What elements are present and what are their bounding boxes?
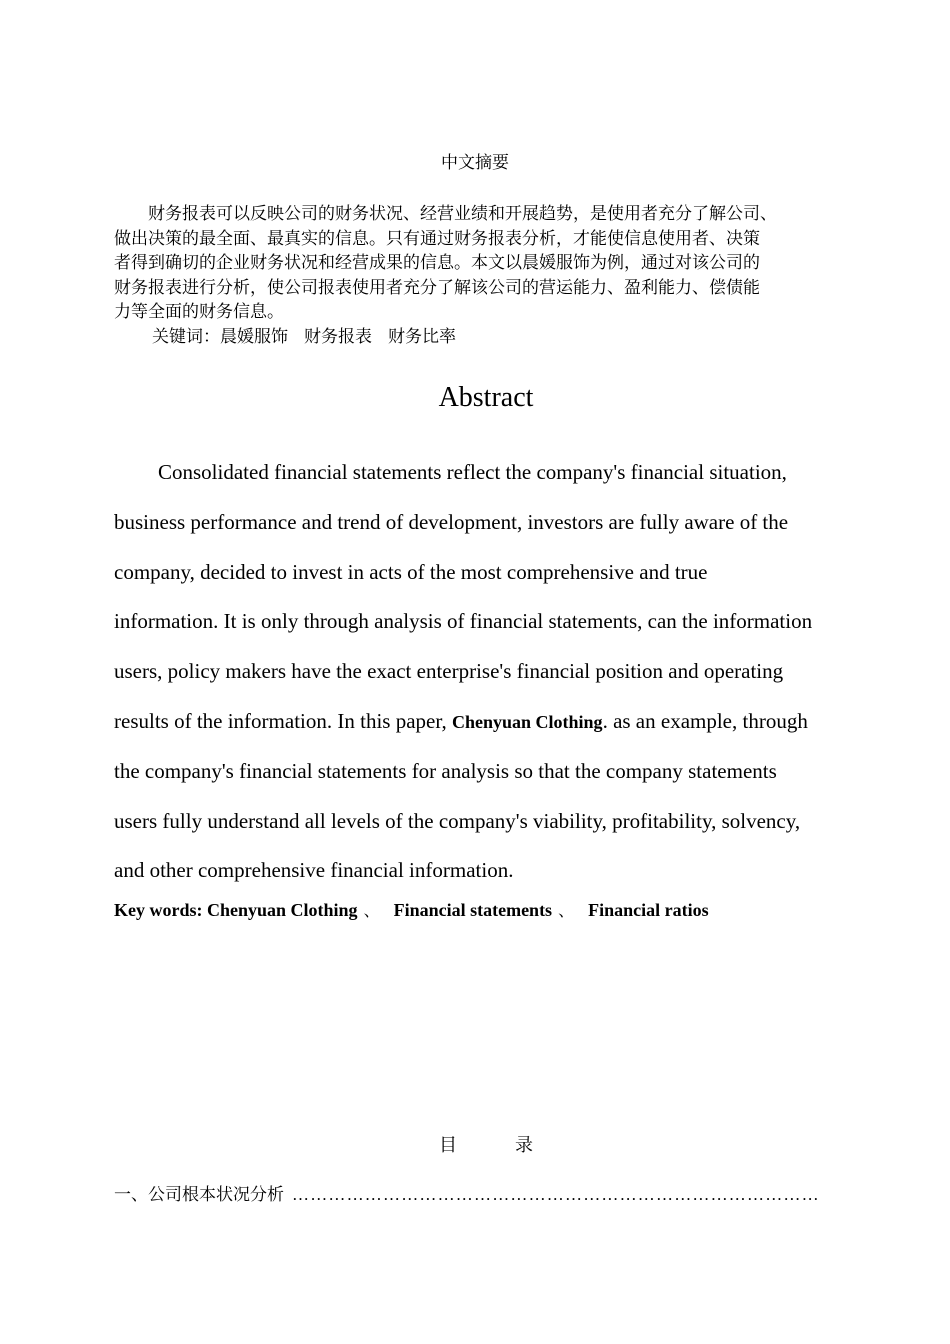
english-abstract-line: the company's financial statements for analysis so that the company statements (114, 758, 777, 783)
english-abstract-line: company, decided to invest in acts of the most comprehensive and true (114, 559, 708, 584)
english-keywords (114, 897, 709, 924)
english-abstract-line: and other comprehensive financial information. (114, 858, 514, 883)
english-keywords-label: Key words: (114, 900, 207, 920)
keyword-separator: 、 (558, 901, 575, 920)
line-text: . as an example, through (602, 708, 808, 733)
chinese-keyword: 财务报表 (304, 327, 372, 347)
english-keyword: Financial statements (393, 900, 553, 920)
chinese-abstract-title: 中文摘要 (441, 153, 509, 173)
chinese-keyword: 晨媛服饰 (220, 327, 288, 347)
chinese-abstract-line: 财务报表可以反映公司的财务状况、经营业绩和开展趋势，是使用者充分了解公司、 (114, 204, 777, 224)
chinese-abstract-line: 力等全面的财务信息。 (114, 302, 284, 322)
toc-title-right: 录 (515, 1135, 533, 1156)
chinese-keywords-label: 关键词： (152, 327, 220, 347)
english-abstract-line: information. It is only through analysis of financial statements, can the information (114, 609, 813, 634)
chinese-abstract-line: 做出决策的最全面、最真实的信息。只有通过财务报表分析，才能使信息使用者、决策 (114, 228, 760, 249)
toc-dot-leader: …………………………………………………………………………… (292, 1185, 820, 1204)
english-abstract-line: users fully understand all levels of the company's viability, profitability, solvency, (114, 808, 801, 833)
table-of-contents-title (0, 1134, 950, 1158)
english-abstract-title: Abstract (438, 382, 534, 413)
chinese-keywords (152, 325, 456, 349)
english-abstract-line (114, 697, 874, 747)
english-abstract-line: business performance and trend of development, investors are fully aware of the (114, 509, 789, 534)
toc-title-left: 目 (439, 1135, 457, 1156)
keyword-separator: 、 (363, 901, 380, 920)
chinese-abstract-line: 财务报表进行分析，使公司报表使用者充分了解该公司的营运能力、盈利能力、偿债能 (114, 277, 760, 298)
chinese-abstract-line: 者得到确切的企业财务状况和经营成果的信息。本文以晨媛服饰为例，通过对该公司的 (114, 253, 760, 273)
english-abstract-body (114, 448, 874, 896)
toc-entry[interactable] (114, 1182, 854, 1208)
english-keyword: Chenyuan Clothing (207, 900, 358, 920)
toc-entry-label: 一、公司根本状况分析 (114, 1185, 284, 1205)
chinese-abstract-body (114, 202, 874, 325)
english-keyword: Financial ratios (588, 900, 709, 920)
line-text: results of the information. In this paper, (114, 708, 452, 733)
english-abstract-line: Consolidated financial statements reflect the company's financial situation, (158, 460, 787, 484)
english-abstract-line: users, policy makers have the exact enterprise's financial position and operating (114, 659, 784, 684)
chinese-keyword: 财务比率 (388, 327, 456, 347)
company-name: Chenyuan Clothing (452, 711, 603, 732)
